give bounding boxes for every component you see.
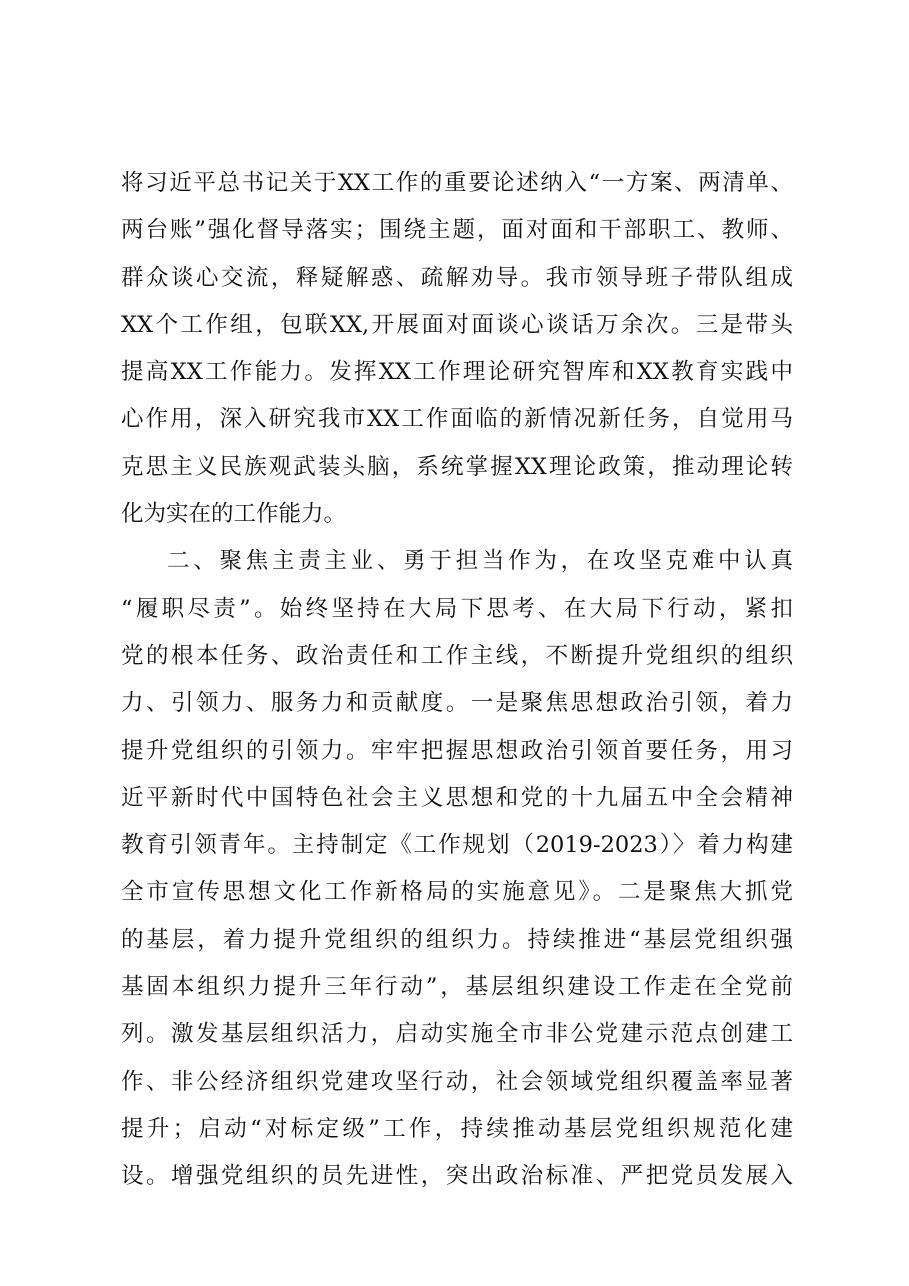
text-line: 化为实在的工作能力。 <box>121 501 347 528</box>
text-line: 克思主义民族观武装头脑，系统掌握XX理论政策，推动理论转 <box>121 453 793 480</box>
text-line: 的基层，着力提升党组织的组织力。持续推进“基层党组织强 <box>121 926 793 953</box>
document-body <box>121 160 793 1201</box>
text-line: “履职尽责”。始终坚持在大局下思考、在大局下行动，紧扣 <box>121 595 793 622</box>
text-line: 将习近平总书记关于XX工作的重要论述纳入“一方案、两清单、 <box>121 170 793 196</box>
text-line: 基固本组织力提升三年行动”，基层组织建设工作走在全党前 <box>121 974 793 1001</box>
text-line: 党的根本任务、政治责任和工作主线，不断提升党组织的组织 <box>121 642 793 669</box>
section-heading-line: 二、聚焦主责主业、勇于担当作为，在攻坚克难中认真 <box>167 548 793 575</box>
text-line: 列。激发基层组织活力，启动实施全市非公党建示范点创建工 <box>121 1021 793 1048</box>
text-line: 群众谈心交流，释疑解惑、疏解劝导。我市领导班子带队组成 <box>121 264 793 291</box>
text-line: XX个工作组，包联XX,开展面对面谈心谈话万余次。三是带头 <box>121 311 793 338</box>
text-line: 全市宣传思想文化工作新格局的实施意见》。二是聚焦大抓党 <box>121 879 793 906</box>
text-line: 作、非公经济组织党建攻坚行动，社会领域党组织覆盖率显著 <box>121 1068 793 1095</box>
text-line: 力、引领力、服务力和贡献度。一是聚焦思想政治引领，着力 <box>121 690 793 717</box>
text-line: 近平新时代中国特色社会主义思想和党的十九届五中全会精神 <box>121 784 793 811</box>
text-line: 设。增强党组织的员先进性，突出政治标准、严把党员发展入 <box>121 1163 793 1190</box>
text-line: 心作用，深入研究我市XX工作面临的新情况新任务，自觉用马 <box>121 406 793 433</box>
text-line: 两台账”强化督导落实；围绕主题，面对面和干部职工、教师、 <box>121 217 793 244</box>
text-line: 提升；启动“对标定级”工作，持续推动基层党组织规范化建 <box>121 1115 793 1142</box>
text-line: 提高XX工作能力。发挥XX工作理论研究智库和XX教育实践中 <box>121 359 793 386</box>
text-line: 提升党组织的引领力。牢牢把握思想政治引领首要任务，用习 <box>121 737 793 764</box>
text-line: 教育引领青年。主持制定《工作规划（2019-2023）〉着力构建 <box>121 832 793 859</box>
